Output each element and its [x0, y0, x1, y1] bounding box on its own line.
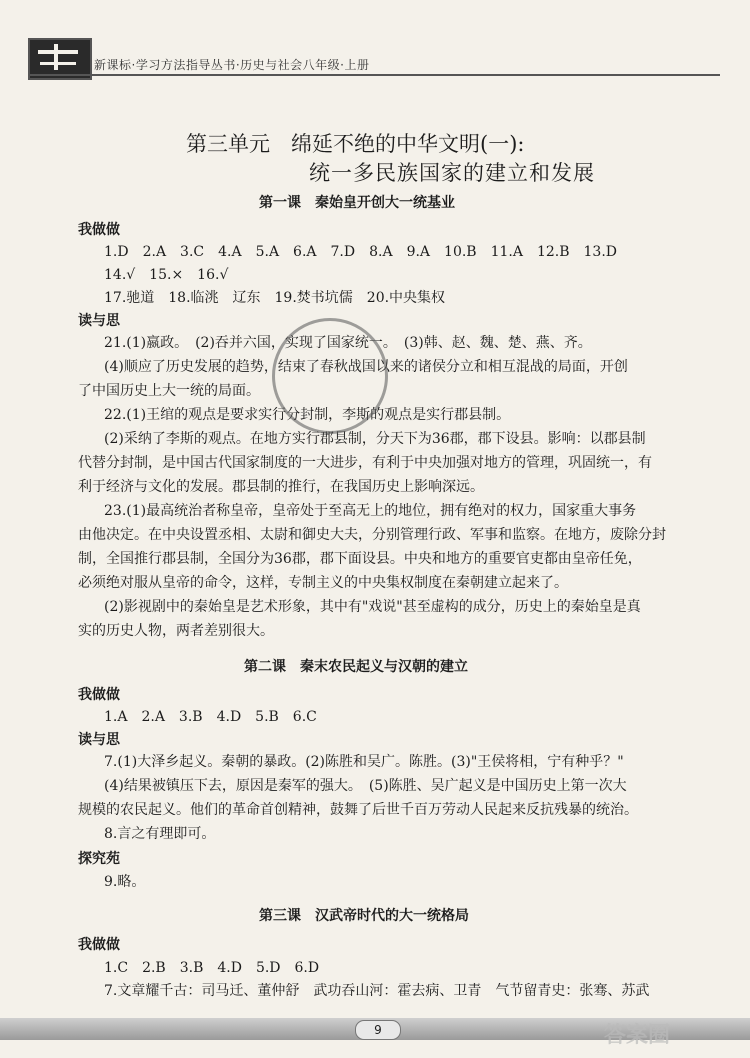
lesson-title: 第一课 秦始皇开创大一统基业 [259, 195, 455, 211]
section-heading: 我做做 [78, 687, 120, 703]
text-line: 由他决定。在中央设置丞相、太尉和御史大夫，分别管理行政、军事和监察。在地方，废除分封 [78, 527, 666, 543]
section-heading: 读与思 [78, 732, 120, 748]
text-line: 23.(1)最高统治者称皇帝，皇帝处于至高无上的地位，拥有绝对的权力，国家重大事务 [104, 503, 637, 519]
text-line: (2)采纳了李斯的观点。在地方实行郡县制，分天下为36郡，郡下设县。影响：以郡县制 [104, 431, 646, 447]
text-line: 7.(1)大泽乡起义。秦朝的暴政。(2)陈胜和吴广。陈胜。(3)"王侯将相，宁有种乎？" [104, 754, 624, 770]
section-heading: 探究苑 [78, 851, 120, 867]
text-line: 制，全国推行郡县制，全国分为36郡，郡下面设县。中央和地方的重要官吏都由皇帝任免， [78, 551, 642, 567]
text-line: 代替分封制，是中国古代国家制度的一大进步，有利于中央加强对地方的管理，巩固统一，有 [78, 455, 652, 471]
text-line: (4)结果被镇压下去，原因是秦军的强大。 (5)陈胜、吴广起义是中国历史上第一次大 [104, 778, 627, 794]
text-line: 8.言之有理即可。 [104, 826, 216, 842]
section-heading: 我做做 [78, 222, 120, 238]
watermark: 答案圈 [604, 1023, 671, 1048]
text-line: 规模的农民起义。他们的革命首创精神，鼓舞了后世千百万劳动人民起来反抗残暴的统治。 [78, 802, 638, 818]
running-header: 新课标·学习方法指导丛书·历史与社会八年级·上册 [94, 58, 370, 72]
unit-subtitle: 统一多民族国家的建立和发展 [309, 161, 595, 185]
unit-title: 第三单元 绵延不绝的中华文明(一): [186, 132, 525, 156]
text-line: (4)顺应了历史发展的趋势，结束了春秋战国以来的诸侯分立和相互混战的局面，开创 [104, 359, 628, 375]
page-number: 9 [355, 1020, 401, 1040]
text-line: 必须绝对服从皇帝的命令，这样，专制主义的中央集权制度在秦朝建立起来了。 [78, 575, 568, 591]
text-line: 7.文章耀千古：司马迁、董仲舒 武功吞山河：霍去病、卫青 气节留青史：张骞、苏武 [104, 983, 650, 999]
text-line: (2)影视剧中的秦始皇是艺术形象，其中有"戏说"甚至虚构的成分，历史上的秦始皇是真 [104, 599, 641, 615]
lesson-title: 第三课 汉武帝时代的大一统格局 [259, 908, 469, 924]
answer-line: 1.D 2.A 3.C 4.A 5.A 6.A 7.D 8.A 9.A 10.B 11.A 12.B 13.D [104, 244, 618, 260]
section-heading: 读与思 [78, 313, 120, 329]
text-line: 9.略。 [104, 874, 146, 890]
stamp-seal [272, 318, 388, 434]
text-line: 22.(1)王绾的观点是要求实行分封制，李斯的观点是实行郡县制。 [104, 407, 511, 423]
answer-line: 1.A 2.A 3.B 4.D 5.B 6.C [104, 709, 317, 725]
lesson-title: 第二课 秦末农民起义与汉朝的建立 [244, 659, 468, 675]
text-line: 了中国历史上大一统的局面。 [78, 383, 260, 399]
text-line: 21.(1)嬴政。 (2)吞并六国，实现了国家统一。 (3)韩、赵、魏、楚、燕、齐。 [104, 335, 592, 351]
answer-line: 14.√ 15.× 16.√ [104, 267, 229, 283]
answer-line: 1.C 2.B 3.B 4.D 5.D 6.D [104, 960, 320, 976]
text-line: 实的历史人物，两者差别很大。 [78, 623, 274, 639]
answer-line: 17.驰道 18.临洮 辽东 19.焚书坑儒 20.中央集权 [104, 290, 446, 306]
text-line: 利于经济与文化的发展。郡县制的推行，在我国历史上影响深远。 [78, 479, 484, 495]
section-heading: 我做做 [78, 937, 120, 953]
